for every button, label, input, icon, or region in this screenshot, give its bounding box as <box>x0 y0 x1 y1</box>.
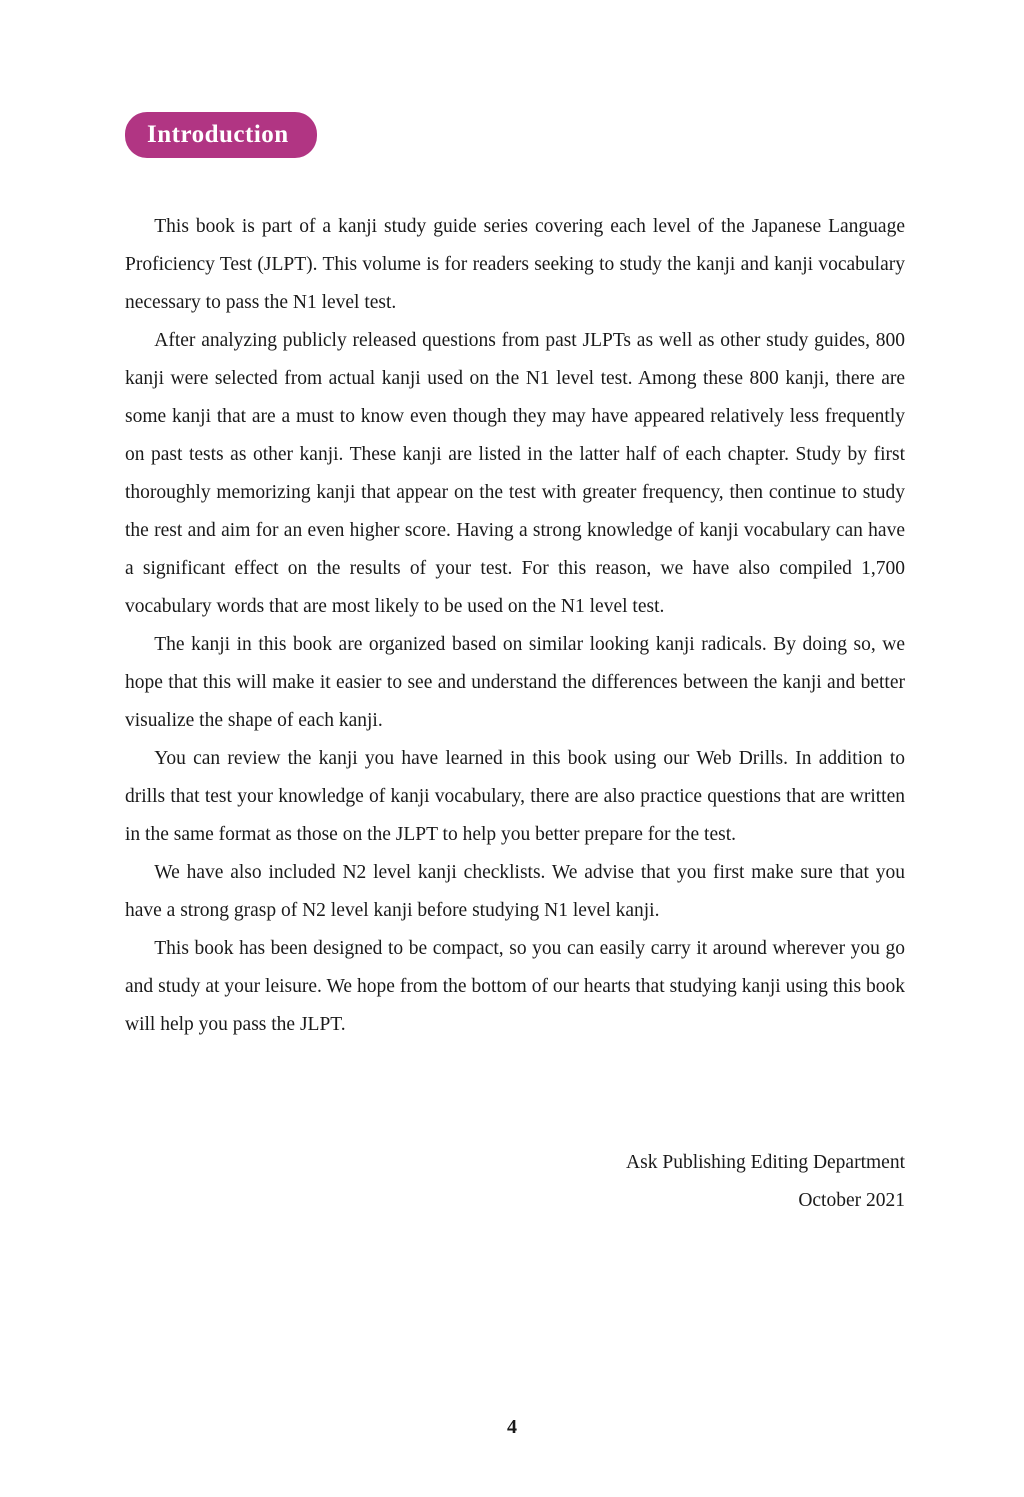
intro-paragraph-6: This book has been designed to be compact, so you can easily carry it around wherever you go and study at your leisure. We hope from the bottom of our hearts that studying kanji using this book will help you pass the JLPT. <box>125 938 905 1035</box>
intro-paragraph-2: After analyzing publicly released questions from past JLPTs as well as other study guides, 800 kanji were selected from actual kanji used on the N1 level test. Among these 800 kanji, there are some kanji that are a must to know even though they may have appeared relatively less frequently on past tests as other kanji. These kanji are listed in the latter half of each chapter. Study by first thoroughly memorizing kanji that appear on the test with greater frequency, then continue to study the rest and aim for an even higher score. Having a strong knowledge of kanji vocabulary can have a significant effect on the results of your test. For this reason, we have also compiled 1,700 vocabulary words that are most likely to be used on the N1 level test. <box>125 330 905 617</box>
intro-paragraph-4: You can review the kanji you have learned in this book using our Web Drills. In addition to drills that test your knowledge of kanji vocabulary, there are also practice questions that are written in the same format as those on the JLPT to help you better prepare for the test. <box>125 748 905 845</box>
intro-paragraph-5: We have also included N2 level kanji checklists. We advise that you first make sure that you have a strong grasp of N2 level kanji before studying N1 level kanji. <box>125 862 905 921</box>
intro-paragraph-1: This book is part of a kanji study guide series covering each level of the Japanese Language Proficiency Test (JLPT). This volume is for readers seeking to study the kanji and kanji vocabulary necessary to pass the N1 level test. <box>125 216 905 313</box>
signature-author: Ask Publishing Editing Department <box>626 1152 905 1173</box>
signature-date: October 2021 <box>798 1190 905 1211</box>
intro-paragraph-3: The kanji in this book are organized based on similar looking kanji radicals. By doing so, we hope that this will make it easier to see and understand the differences between the kanji and better visualize the shape of each kanji. <box>125 634 905 731</box>
signature-block <box>125 1144 905 1220</box>
page-number: 4 <box>507 1416 517 1438</box>
section-heading-badge: Introduction <box>125 112 317 158</box>
introduction-body <box>125 208 905 1044</box>
